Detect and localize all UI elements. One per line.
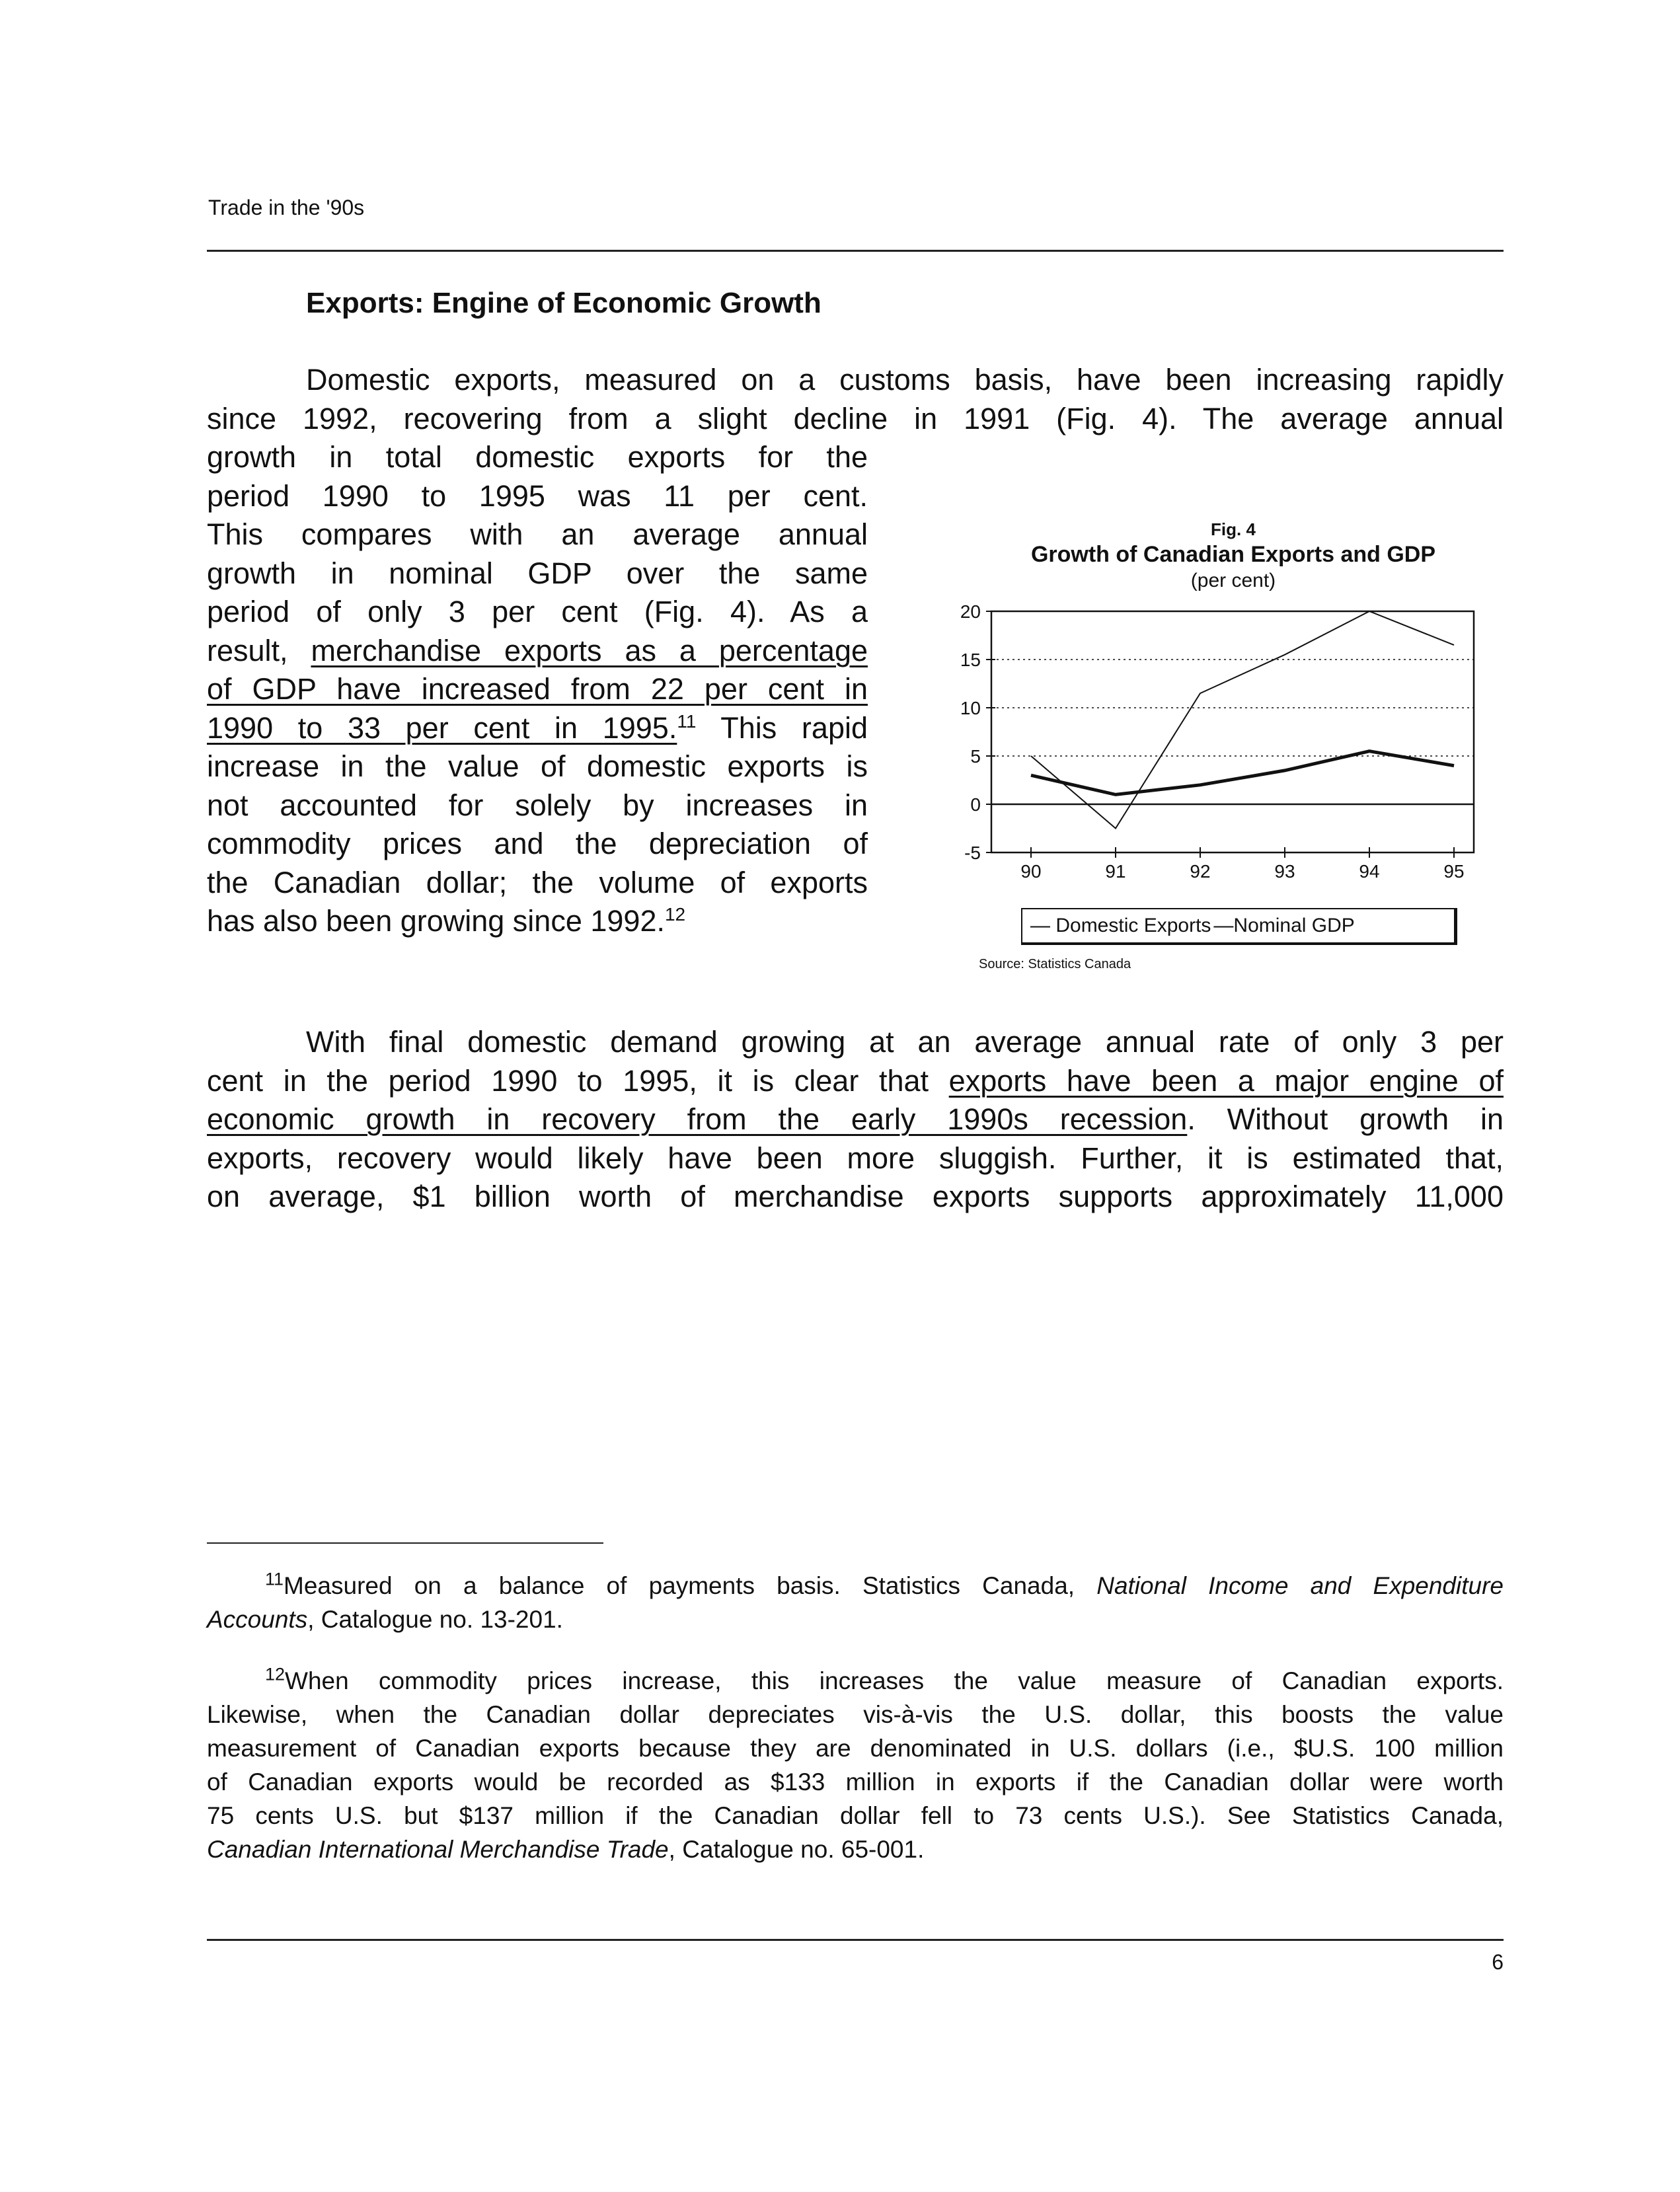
footnote-rule: [207, 1542, 603, 1544]
footnote-12: [207, 1664, 1504, 1866]
column-line: the Canadian dollar; the volume of exports: [207, 865, 868, 899]
column-line: increase in the value of domestic exports is: [207, 749, 868, 783]
paragraph-1-line-1: Domestic exports, measured on a customs basis, have been increasing rapidly: [306, 363, 1504, 397]
footnote-11: [207, 1569, 1504, 1636]
column-line: [207, 670, 868, 709]
footnote-text: , Catalogue no. 65-001.: [668, 1836, 925, 1863]
legend-item-exports: — Domestic Exports: [1030, 915, 1211, 936]
paragraph-1-full-width: [207, 361, 1504, 438]
legend-item-gdp: —Nominal GDP: [1213, 915, 1355, 936]
underlined-claim: economic growth in recovery from the early 1990s recession: [207, 1102, 1188, 1136]
column-line: [207, 902, 868, 941]
x-tick-label: 90: [1020, 861, 1042, 882]
footnote-text: When commodity prices increase, this increases the value measure of Canadian exports.: [285, 1667, 1504, 1694]
footnote-line: [207, 1603, 1504, 1636]
column-line: period of only 3 per cent (Fig. 4). As a: [207, 595, 868, 628]
footnote-line: [207, 1664, 1504, 1698]
plot-frame: [991, 611, 1474, 852]
column-line: growth in total domestic exports for the: [207, 440, 868, 474]
paragraph-2-line: on average, $1 billion worth of merchandise exports supports approximately 11,000: [207, 1180, 1504, 1213]
footnote-number: 11: [265, 1569, 284, 1589]
footnote-line: Likewise, when the Canadian dollar depreciates vis-à-vis the U.S. dollar, this boosts the value: [207, 1701, 1504, 1728]
y-tick-label: 15: [960, 650, 981, 670]
paragraph-2-line: [207, 1100, 1504, 1139]
chart-source: Source: Statistics Canada: [979, 957, 1131, 971]
footnote-italic: Accounts: [207, 1606, 308, 1633]
result-prefix: result,: [207, 633, 311, 667]
series-line-domestic-exports: [1031, 611, 1454, 829]
paragraph-1-line-2: since 1992, recovering from a slight decline in 1991 (Fig. 4). The average annual: [207, 401, 1504, 435]
footnote-italic: Canadian International Merchandise Trade: [207, 1836, 669, 1863]
y-tick-label: 10: [960, 698, 981, 718]
chart-title: Growth of Canadian Exports and GDP: [1030, 542, 1436, 567]
legend-label: Nominal GDP: [1233, 915, 1355, 936]
column-line: [207, 709, 868, 748]
column-text: This rapid: [696, 710, 868, 745]
footnote-ref-12[interactable]: 12: [664, 904, 686, 925]
column-line: [207, 632, 868, 671]
x-tick-label: 91: [1105, 861, 1126, 882]
footnote-number: 12: [265, 1664, 286, 1684]
footnote-line: 75 cents U.S. but $137 million if the Canadian dollar fell to 73 cents U.S.). See Statistics Canada,: [207, 1802, 1504, 1829]
column-line: period 1990 to 1995 was 11 per cent.: [207, 478, 868, 513]
chart-subtitle: (per cent): [1190, 570, 1276, 591]
series-line-nominal-gdp: [1031, 751, 1454, 795]
footnote-text: Measured on a balance of payments basis. Statistics Canada,: [284, 1572, 1097, 1599]
footnote-line: [207, 1569, 1504, 1603]
column-line: This compares with an average annual: [207, 517, 868, 551]
x-tick-label: 92: [1190, 861, 1211, 882]
running-title: Trade in the '90s: [208, 196, 365, 219]
footnote-line: [207, 1833, 1504, 1866]
footnote-text: , Catalogue no. 13-201.: [307, 1606, 563, 1633]
underlined-claim: of GDP have increased from 22 per cent in: [207, 672, 868, 706]
paragraph-2-line: exports, recovery would likely have been more sluggish. Further, it is estimated that,: [207, 1141, 1504, 1175]
x-tick-label: 95: [1443, 861, 1465, 882]
footnote-line: measurement of Canadian exports because they are denominated in U.S. dollars (i.e., $U.S. 100 million: [207, 1735, 1504, 1762]
paragraph-2-line: With final domestic demand growing at an average annual rate of only 3 per: [306, 1025, 1504, 1059]
y-tick-label: 20: [960, 601, 981, 622]
figure-label: Fig. 4: [1211, 519, 1256, 539]
y-tick-label: 5: [970, 746, 981, 767]
paragraph-2-line: [207, 1062, 1504, 1101]
column-line: growth in nominal GDP over the same: [207, 556, 868, 590]
x-tick-label: 93: [1274, 861, 1295, 882]
footnote-ref-11[interactable]: 11: [677, 710, 697, 732]
underlined-claim: exports have been a major engine of: [948, 1063, 1504, 1098]
line-chart: [905, 598, 1487, 895]
underlined-claim: 1990 to 33 per cent in 1995.: [207, 710, 677, 745]
paragraph-2-text: cent in the period 1990 to 1995, it is clear that: [207, 1063, 949, 1098]
y-tick-label: -5: [964, 843, 981, 863]
chart-legend: [1021, 908, 1457, 945]
paragraph-2: [207, 1023, 1504, 1217]
paragraph-1-column: [207, 438, 868, 941]
footnote-italic: National Income and Expenditure: [1096, 1572, 1504, 1599]
legend-label: Domestic Exports: [1055, 915, 1211, 936]
x-tick-label: 94: [1359, 861, 1380, 882]
footnote-line: of Canadian exports would be recorded as $133 million in exports if the Canadian dollar were worth: [207, 1768, 1504, 1795]
header-rule: [207, 250, 1504, 252]
paragraph-2-text: . Without growth in: [1187, 1102, 1504, 1136]
column-text: has also been growing since 1992.: [207, 904, 665, 938]
column-line: not accounted for solely by increases in: [207, 788, 868, 822]
section-heading: Exports: Engine of Economic Growth: [306, 287, 821, 319]
underlined-claim: merchandise exports as a percentage: [311, 633, 868, 667]
page-number: 6: [1492, 1950, 1504, 1974]
column-line: commodity prices and the depreciation of: [207, 827, 868, 860]
y-tick-label: 0: [970, 794, 981, 815]
footer-rule: [207, 1939, 1504, 1941]
